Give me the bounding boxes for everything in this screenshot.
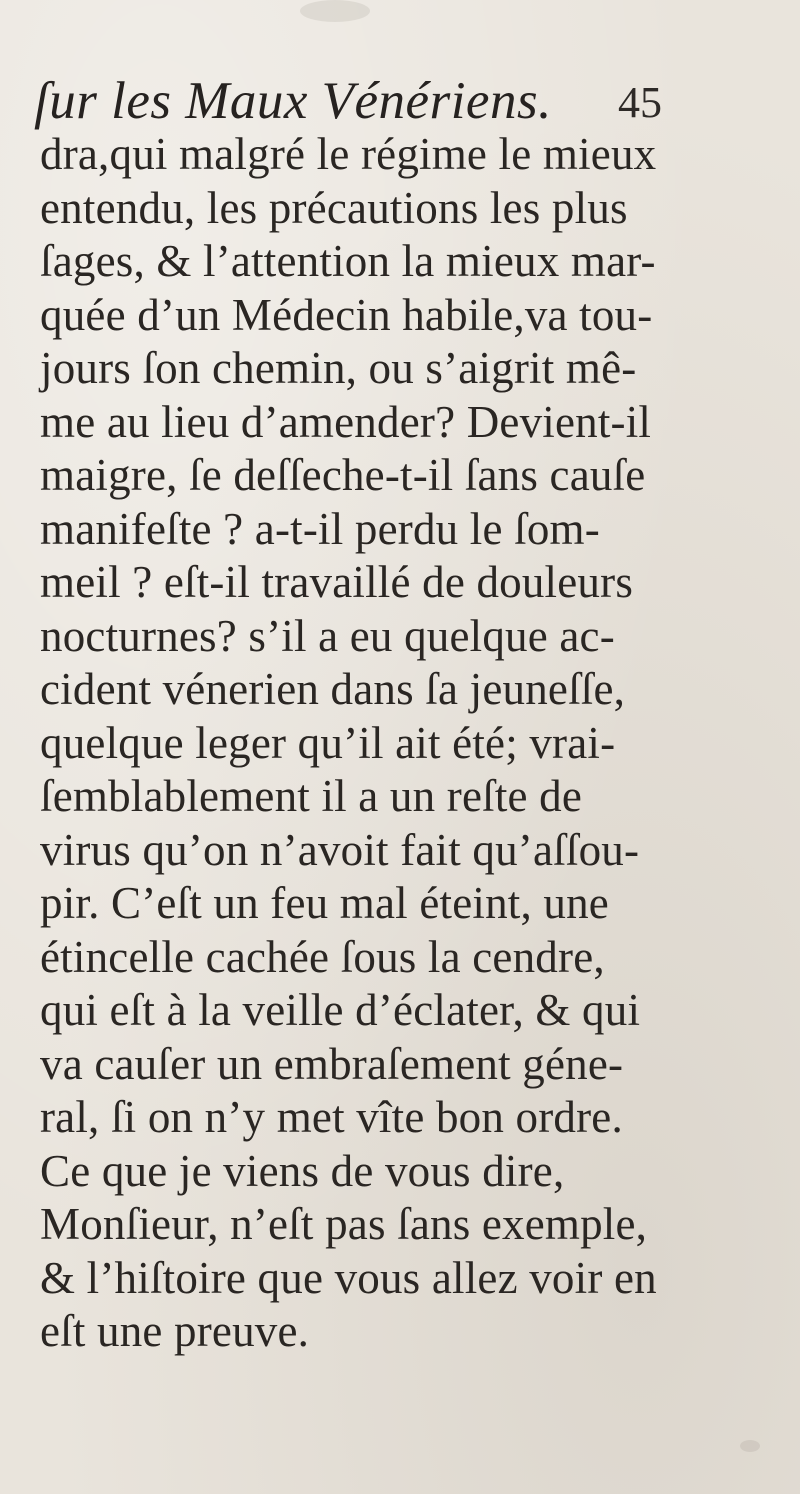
page-number: 45 (618, 78, 662, 127)
text-line: quée d’un Médecin habile,va tou- (40, 289, 653, 340)
text-line: & l’hiſtoire que vous allez voir en (40, 1252, 657, 1303)
text-line: nocturnes? s’il a eu quelque ac- (40, 610, 615, 661)
text-line: pir. C’eſt un feu mal éteint, une (40, 878, 609, 928)
text-line: étincelle cachée ſous la cendre, (40, 931, 605, 982)
text-line: manifeſte ? a-t-il perdu le ſom- (40, 503, 600, 554)
text-line: ral, ſi on n’y met vîte bon ordre. (40, 1092, 623, 1142)
paper-stain (300, 0, 370, 22)
text-line: ſemblablement il a un reſte de (40, 771, 583, 821)
paper-stain (740, 1440, 760, 1452)
text-line: dra,qui malgré le régime le mieux (40, 129, 657, 179)
text-line: eſt une preuve. (40, 1306, 310, 1356)
text-line: cident vénerien dans ſa jeuneſſe, (40, 664, 626, 714)
text-line: Ce que je viens de vous dire, (40, 1145, 565, 1196)
text-line: jours ſon chemin, ou s’aigrit mê- (40, 343, 637, 393)
text-line: quelque leger qu’il ait été; vrai- (40, 717, 616, 768)
text-line: maigre, ſe deſſeche-t-il ſans cauſe (40, 450, 646, 500)
text-line: Monſieur, n’eſt pas ſans exemple, (40, 1199, 648, 1249)
text-line: meil ? eſt-il travaillé de douleurs (40, 557, 634, 607)
body-text (40, 128, 780, 1359)
text-line: va cauſer un embraſement géne- (40, 1038, 624, 1089)
text-line: entendu, les précautions les plus (40, 182, 628, 233)
running-title: ſur les Maux Vénériens. (34, 72, 552, 130)
text-line: virus qu’on n’avoit fait qu’aſſou- (40, 824, 640, 875)
text-line: qui eſt à la veille d’éclater, & qui (40, 985, 641, 1035)
text-line: ſages, & l’attention la mieux mar- (40, 236, 656, 286)
text-line: me au lieu d’amender? Devient-il (40, 396, 652, 447)
